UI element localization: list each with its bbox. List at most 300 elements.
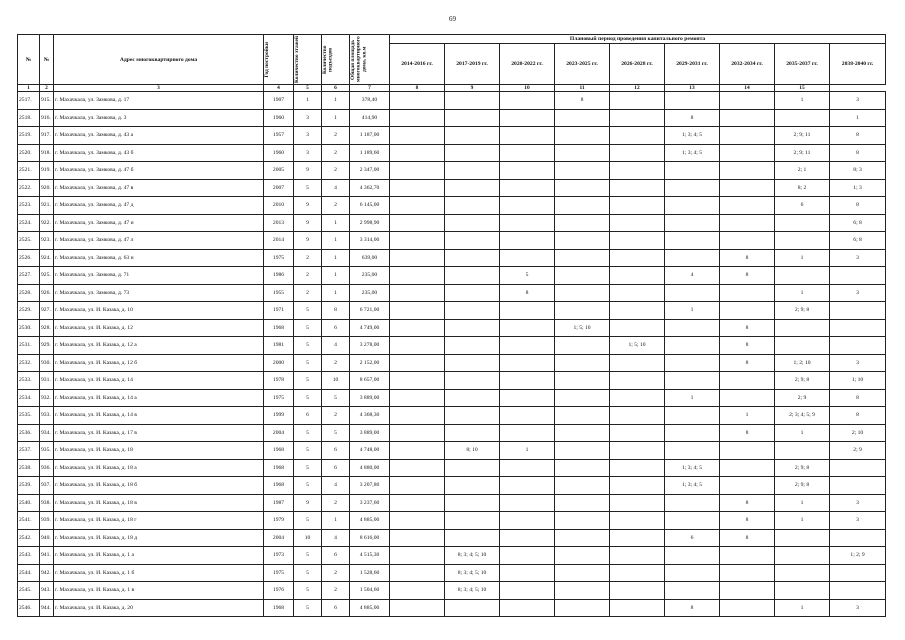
address-cell: г. Махачкала, ул. И. Казака, д. 18 г xyxy=(54,512,264,530)
entrances-cell: 1 xyxy=(322,214,350,232)
period-cell: 8 xyxy=(720,424,775,442)
row-subindex: 936. xyxy=(40,459,54,477)
year-cell: 2005 xyxy=(264,162,294,180)
period-cell xyxy=(390,459,445,477)
row-index: 2534. xyxy=(18,389,40,407)
table-row xyxy=(18,302,886,320)
column-number: 15 xyxy=(775,85,830,92)
period-cell xyxy=(775,582,830,600)
period-cell xyxy=(830,302,886,320)
period-cell: 1 xyxy=(775,424,830,442)
table-row xyxy=(18,214,886,232)
period-cell xyxy=(500,127,555,145)
row-index: 2523. xyxy=(18,197,40,215)
area-cell: 6 145,00 xyxy=(350,197,390,215)
header-number-1: № xyxy=(18,35,40,85)
period-cell xyxy=(610,494,665,512)
area-cell: 4 368,30 xyxy=(350,407,390,425)
area-cell: 639,00 xyxy=(350,249,390,267)
floors-cell: 5 xyxy=(294,564,322,582)
period-cell: 6 xyxy=(775,197,830,215)
period-cell xyxy=(500,109,555,127)
period-cell xyxy=(720,284,775,302)
floors-cell: 3 xyxy=(294,127,322,145)
area-cell: 3 314,00 xyxy=(350,232,390,250)
address-cell: г. Махачкала, ул. И. Казака, д. 14 xyxy=(54,372,264,390)
address-cell: г. Махачкала, ул. И. Казака, д. 12 б xyxy=(54,354,264,372)
period-cell xyxy=(775,564,830,582)
period-cell: 1 xyxy=(775,512,830,530)
period-cell xyxy=(445,232,500,250)
table-row xyxy=(18,179,886,197)
header-area: Общая площадь многоквартирного дома, кв.м xyxy=(350,35,390,85)
period-cell xyxy=(500,407,555,425)
column-number: 14 xyxy=(720,85,775,92)
period-cell xyxy=(390,424,445,442)
period-cell xyxy=(610,582,665,600)
table-row xyxy=(18,267,886,285)
period-cell xyxy=(445,512,500,530)
entrances-cell: 2 xyxy=(322,162,350,180)
period-cell xyxy=(610,354,665,372)
period-cell xyxy=(665,442,720,460)
period-cell xyxy=(390,267,445,285)
address-cell: г. Махачкала, ул. Замкова, д. 47 д xyxy=(54,197,264,215)
period-cell: 1; 3; 4; 5 xyxy=(665,127,720,145)
period-cell xyxy=(445,494,500,512)
table-row xyxy=(18,232,886,250)
header-period-7: 2035-2037 гг. xyxy=(775,44,830,85)
row-subindex: 922. xyxy=(40,214,54,232)
period-cell xyxy=(390,564,445,582)
row-index: 2544. xyxy=(18,564,40,582)
period-cell xyxy=(720,389,775,407)
entrances-cell: 4 xyxy=(322,337,350,355)
table-row xyxy=(18,547,886,565)
period-cell xyxy=(390,214,445,232)
period-cell xyxy=(555,494,610,512)
column-number: 8 xyxy=(390,85,445,92)
period-cell xyxy=(445,389,500,407)
period-cell: 3 xyxy=(830,284,886,302)
period-cell: 8 xyxy=(555,92,610,110)
row-index: 2525. xyxy=(18,232,40,250)
period-cell xyxy=(555,232,610,250)
period-cell xyxy=(665,319,720,337)
period-cell xyxy=(775,214,830,232)
period-cell xyxy=(390,389,445,407)
entrances-cell: 1 xyxy=(322,284,350,302)
row-index: 2545. xyxy=(18,582,40,600)
period-cell xyxy=(445,92,500,110)
period-cell: 8 xyxy=(830,127,886,145)
period-cell: 1 xyxy=(775,599,830,617)
header-period-3: 2023-2025 гг. xyxy=(555,44,610,85)
period-cell xyxy=(500,337,555,355)
area-cell: 1 187,00 xyxy=(350,127,390,145)
period-cell xyxy=(555,564,610,582)
row-index: 2524. xyxy=(18,214,40,232)
row-index: 2537. xyxy=(18,442,40,460)
period-cell xyxy=(555,599,610,617)
period-cell xyxy=(445,529,500,547)
year-cell: 1968 xyxy=(264,442,294,460)
entrances-cell: 6 xyxy=(322,442,350,460)
address-cell: г. Махачкала, ул. И. Казака, д. 1 б xyxy=(54,564,264,582)
period-cell xyxy=(555,512,610,530)
period-cell xyxy=(610,92,665,110)
period-cell: 8 xyxy=(665,599,720,617)
row-index: 2530. xyxy=(18,319,40,337)
period-cell: 8; 3; 4; 5; 10 xyxy=(445,582,500,600)
period-cell xyxy=(445,249,500,267)
floors-cell: 5 xyxy=(294,477,322,495)
period-cell xyxy=(830,267,886,285)
table-row xyxy=(18,249,886,267)
floors-cell: 5 xyxy=(294,599,322,617)
entrances-cell: 6 xyxy=(322,599,350,617)
period-cell: 1; 3; 4; 5 xyxy=(665,477,720,495)
period-cell: 2; 9 xyxy=(830,442,886,460)
period-cell xyxy=(720,162,775,180)
period-cell: 1; 2; 10 xyxy=(775,354,830,372)
period-cell: 8; 3; 4; 5; 10 xyxy=(445,547,500,565)
period-cell xyxy=(665,232,720,250)
period-cell xyxy=(445,214,500,232)
table-row xyxy=(18,162,886,180)
row-index: 2539. xyxy=(18,477,40,495)
address-cell: г. Махачкала, ул. И. Казака, д. 18 д xyxy=(54,529,264,547)
period-cell: 8; 3 xyxy=(830,162,886,180)
address-cell: г. Махачкала, ул. И. Казака, д. 20 xyxy=(54,599,264,617)
period-cell xyxy=(390,144,445,162)
header-period-4: 2026-2028 гг. xyxy=(610,44,665,85)
period-cell: 1; 5; 10 xyxy=(610,337,665,355)
period-cell: 1 xyxy=(665,389,720,407)
floors-cell: 10 xyxy=(294,529,322,547)
period-cell xyxy=(500,529,555,547)
row-subindex: 935. xyxy=(40,442,54,460)
row-subindex: 919. xyxy=(40,162,54,180)
period-cell xyxy=(720,92,775,110)
area-cell: 4 362,70 xyxy=(350,179,390,197)
table-row xyxy=(18,319,886,337)
period-cell xyxy=(610,442,665,460)
row-index: 2517. xyxy=(18,92,40,110)
period-cell xyxy=(830,529,886,547)
period-cell: 8 xyxy=(720,249,775,267)
floors-cell: 5 xyxy=(294,547,322,565)
floors-cell: 3 xyxy=(294,144,322,162)
period-cell xyxy=(500,424,555,442)
address-cell: г. Махачкала, ул. Замкова, д. 43 б xyxy=(54,144,264,162)
period-cell xyxy=(500,372,555,390)
row-subindex: 939. xyxy=(40,512,54,530)
period-cell xyxy=(555,424,610,442)
row-subindex: 916. xyxy=(40,109,54,127)
row-subindex: 930. xyxy=(40,354,54,372)
row-index: 2535. xyxy=(18,407,40,425)
row-index: 2546. xyxy=(18,599,40,617)
floors-cell: 9 xyxy=(294,162,322,180)
column-number: 9 xyxy=(445,85,500,92)
year-cell: 1907 xyxy=(264,92,294,110)
period-cell xyxy=(665,179,720,197)
address-cell: г. Махачкала, ул. Замкова, д. 47 б xyxy=(54,162,264,180)
period-cell xyxy=(390,162,445,180)
capital-repair-table xyxy=(17,34,886,617)
entrances-cell: 1 xyxy=(322,109,350,127)
period-cell: 8 xyxy=(720,319,775,337)
period-cell xyxy=(610,162,665,180)
address-cell: г. Махачкала, ул. И. Казака, д. 18 в xyxy=(54,494,264,512)
address-cell: г. Махачкала, ул. И. Казака, д. 10 xyxy=(54,302,264,320)
period-cell xyxy=(555,197,610,215)
address-cell: г. Махачкала, ул. Замкова, д. 71 xyxy=(54,267,264,285)
header-floors: Количество этажей xyxy=(294,35,322,85)
row-index: 2531. xyxy=(18,337,40,355)
area-cell: 3 237,60 xyxy=(350,494,390,512)
year-cell: 1976 xyxy=(264,582,294,600)
row-subindex: 938. xyxy=(40,494,54,512)
year-cell: 1975 xyxy=(264,564,294,582)
entrances-cell: 4 xyxy=(322,477,350,495)
column-number: 1 xyxy=(18,85,40,92)
column-number: 6 xyxy=(322,85,350,92)
table-row xyxy=(18,284,886,302)
floors-cell: 9 xyxy=(294,214,322,232)
period-cell xyxy=(610,109,665,127)
period-cell xyxy=(500,162,555,180)
area-cell: 1 189,60 xyxy=(350,144,390,162)
period-cell xyxy=(830,477,886,495)
column-number: 13 xyxy=(665,85,720,92)
row-index: 2536. xyxy=(18,424,40,442)
entrances-cell: 5 xyxy=(322,424,350,442)
period-cell: 4 xyxy=(665,267,720,285)
period-cell xyxy=(445,407,500,425)
floors-cell: 9 xyxy=(294,232,322,250)
period-cell xyxy=(775,319,830,337)
period-cell xyxy=(720,144,775,162)
period-cell xyxy=(555,214,610,232)
year-cell: 1981 xyxy=(264,337,294,355)
period-cell xyxy=(665,162,720,180)
period-cell xyxy=(500,214,555,232)
entrances-cell: 4 xyxy=(322,179,350,197)
period-cell xyxy=(555,582,610,600)
period-cell xyxy=(665,249,720,267)
period-cell: 8 xyxy=(830,197,886,215)
period-cell: 8 xyxy=(830,407,886,425)
row-index: 2538. xyxy=(18,459,40,477)
entrances-cell: 2 xyxy=(322,127,350,145)
period-cell xyxy=(445,459,500,477)
period-cell xyxy=(720,127,775,145)
floors-cell: 5 xyxy=(294,442,322,460)
area-cell: 1 528,60 xyxy=(350,564,390,582)
header-address: Адрес многоквартирного дома xyxy=(54,35,264,85)
area-cell: 4 515,30 xyxy=(350,547,390,565)
column-number: 5 xyxy=(294,85,322,92)
period-cell xyxy=(390,197,445,215)
period-cell xyxy=(500,179,555,197)
period-cell: 3 xyxy=(830,354,886,372)
period-cell xyxy=(665,582,720,600)
year-cell: 1975 xyxy=(264,249,294,267)
period-cell xyxy=(500,494,555,512)
period-cell xyxy=(720,214,775,232)
period-cell xyxy=(610,407,665,425)
header-period-title: Плановый период проведения капитального ремонта xyxy=(390,35,886,44)
year-cell: 1986 xyxy=(264,267,294,285)
table-row xyxy=(18,109,886,127)
period-cell xyxy=(665,197,720,215)
area-cell: 4 885,00 xyxy=(350,599,390,617)
row-subindex: 943. xyxy=(40,582,54,600)
column-number: 11 xyxy=(555,85,610,92)
period-cell: 3 xyxy=(830,494,886,512)
entrances-cell: 2 xyxy=(322,564,350,582)
area-cell: 1 504,60 xyxy=(350,582,390,600)
address-cell: г. Махачкала, ул. Замкова, д. 47 л xyxy=(54,232,264,250)
header-period-0: 2014-2016 гг. xyxy=(390,44,445,85)
period-cell xyxy=(445,319,500,337)
period-cell xyxy=(555,407,610,425)
area-cell: 6 721,00 xyxy=(350,302,390,320)
row-subindex: 927. xyxy=(40,302,54,320)
period-cell: 8 xyxy=(720,337,775,355)
period-cell xyxy=(555,284,610,302)
period-cell xyxy=(610,232,665,250)
row-index: 2541. xyxy=(18,512,40,530)
period-cell xyxy=(390,512,445,530)
period-cell xyxy=(665,424,720,442)
period-cell xyxy=(610,249,665,267)
period-cell xyxy=(445,372,500,390)
year-cell: 1960 xyxy=(264,109,294,127)
period-cell xyxy=(720,564,775,582)
year-cell: 2000 xyxy=(264,354,294,372)
period-cell xyxy=(445,127,500,145)
period-cell xyxy=(775,547,830,565)
period-cell xyxy=(720,109,775,127)
period-cell xyxy=(555,477,610,495)
period-cell xyxy=(720,179,775,197)
period-cell xyxy=(555,109,610,127)
period-cell xyxy=(775,267,830,285)
area-cell: 378,40 xyxy=(350,92,390,110)
period-cell xyxy=(610,599,665,617)
period-cell: 3 xyxy=(830,249,886,267)
period-cell xyxy=(390,302,445,320)
period-cell xyxy=(390,92,445,110)
period-cell xyxy=(610,564,665,582)
period-cell: 2; 10 xyxy=(830,424,886,442)
area-cell: 414,90 xyxy=(350,109,390,127)
row-index: 2527. xyxy=(18,267,40,285)
period-cell: 2; 1 xyxy=(775,162,830,180)
address-cell: г. Махачкала, ул. И. Казака, д. 18 а xyxy=(54,459,264,477)
period-cell: 2; 9; 8 xyxy=(775,477,830,495)
entrances-cell: 2 xyxy=(322,144,350,162)
row-subindex: 941. xyxy=(40,547,54,565)
period-cell: 1 xyxy=(775,249,830,267)
period-cell xyxy=(665,337,720,355)
row-subindex: 940. xyxy=(40,529,54,547)
header-period-6: 2032-2034 гг. xyxy=(720,44,775,85)
area-cell: 235,00 xyxy=(350,284,390,302)
period-cell: 2; 9; 8 xyxy=(775,459,830,477)
area-cell: 2 998,90 xyxy=(350,214,390,232)
table-row xyxy=(18,144,886,162)
year-cell: 2014 xyxy=(264,232,294,250)
period-cell xyxy=(445,267,500,285)
entrances-cell: 1 xyxy=(322,267,350,285)
address-cell: г. Махачкала, ул. Замкова, д. 47 в xyxy=(54,179,264,197)
period-cell: 6; 8 xyxy=(830,232,886,250)
year-cell: 2004 xyxy=(264,529,294,547)
period-cell xyxy=(720,582,775,600)
year-cell: 1999 xyxy=(264,407,294,425)
floors-cell: 5 xyxy=(294,337,322,355)
period-cell xyxy=(610,127,665,145)
address-cell: г. Махачкала, ул. И. Казака, д. 12 xyxy=(54,319,264,337)
period-cell xyxy=(610,477,665,495)
period-cell xyxy=(500,144,555,162)
period-cell: 1; 3 xyxy=(830,179,886,197)
row-index: 2528. xyxy=(18,284,40,302)
floors-cell: 5 xyxy=(294,372,322,390)
period-cell xyxy=(390,494,445,512)
period-cell xyxy=(720,372,775,390)
entrances-cell: 1 xyxy=(322,249,350,267)
period-cell xyxy=(555,372,610,390)
address-cell: г. Махачкала, ул. Замкова, д. 63 и xyxy=(54,249,264,267)
address-cell: г. Махачкала, ул. Замкова, д. 3 xyxy=(54,109,264,127)
row-index: 2519. xyxy=(18,127,40,145)
column-number: 12 xyxy=(610,85,665,92)
period-cell: 1 xyxy=(830,109,886,127)
period-cell xyxy=(610,529,665,547)
period-cell xyxy=(610,179,665,197)
row-subindex: 921. xyxy=(40,197,54,215)
table-row xyxy=(18,92,886,110)
period-cell: 8; 3; 4; 5; 10 xyxy=(445,564,500,582)
period-cell: 8 xyxy=(665,109,720,127)
period-cell xyxy=(445,354,500,372)
address-cell: г. Махачкала, ул. Замкова, д. 47 и xyxy=(54,214,264,232)
period-cell xyxy=(390,337,445,355)
period-cell: 1; 3; 4; 5 xyxy=(665,459,720,477)
period-cell xyxy=(390,529,445,547)
address-cell: г. Махачкала, ул. Замкова, д. 43 а xyxy=(54,127,264,145)
period-cell xyxy=(445,599,500,617)
row-subindex: 934. xyxy=(40,424,54,442)
period-cell xyxy=(390,179,445,197)
header-period-8: 2038-2040 гг. xyxy=(830,44,886,85)
period-cell xyxy=(610,214,665,232)
floors-cell: 2 xyxy=(294,267,322,285)
period-cell xyxy=(500,599,555,617)
period-cell: 8 xyxy=(720,512,775,530)
floors-cell: 3 xyxy=(294,109,322,127)
row-subindex: 931. xyxy=(40,372,54,390)
year-cell: 2004 xyxy=(264,424,294,442)
period-cell xyxy=(390,582,445,600)
column-number: 10 xyxy=(500,85,555,92)
period-cell xyxy=(665,494,720,512)
